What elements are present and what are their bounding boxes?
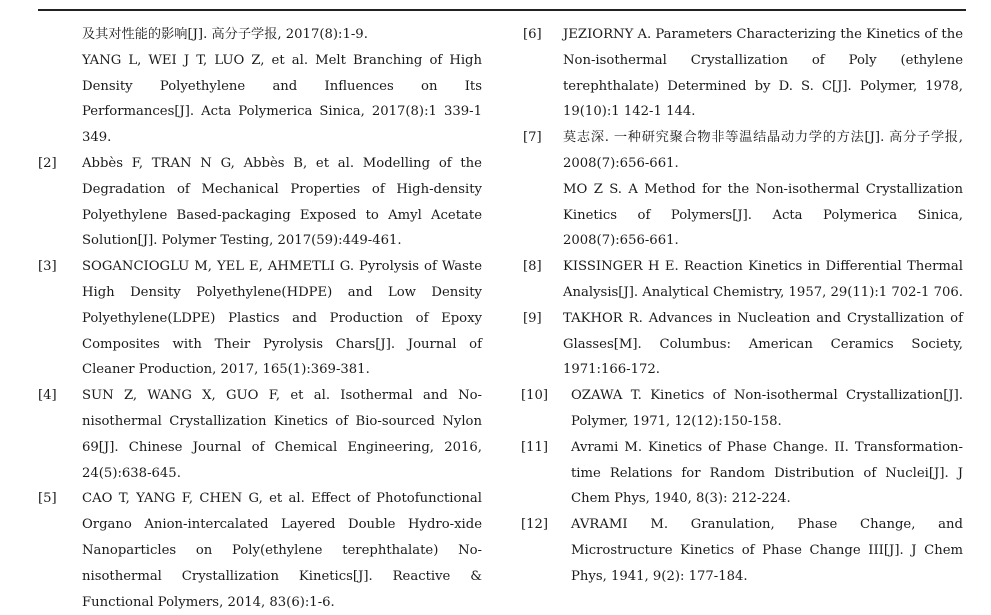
reference-2	[38, 151, 482, 254]
reference-number: [8]	[523, 259, 542, 275]
reference-text: TAKHOR R. Advances in Nucleation and Crystallization of Glasses[M]. Columbus: American Ceramics Society, 1971:166-172.	[563, 310, 963, 378]
reference-8	[523, 254, 963, 306]
top-rule	[38, 9, 966, 11]
reference-9	[523, 306, 963, 383]
reference-number: [5]	[38, 491, 57, 507]
reference-number: [9]	[523, 310, 542, 326]
reference-3	[38, 254, 482, 383]
reference-1-continuation-cn: 及其对性能的影响[J]. 高分子学报, 2017(8):1-9.	[82, 27, 368, 42]
reference-text: KISSINGER H E. Reaction Kinetics in Differential Thermal Analysis[J]. Analytical Chemistry, 1957, 29(11):1 702-1 706.	[563, 259, 963, 300]
reference-number: [4]	[38, 388, 57, 404]
reference-text: SOGANCIOGLU M, YEL E, AHMETLI G. Pyrolysis of Waste High Density Polyethylene(HDPE) and Low Density Polyethylene(LDPE) Plastics and Production of Epoxy Composites with Their Pyrolysis Chars[J]. Journal of Cleaner Production, 2017, 165(1):369-381.	[82, 259, 482, 378]
reference-text: AVRAMI M. Granulation, Phase Change, and Microstructure Kinetics of Phase Change III[J]. J Chem Phys, 1941, 9(2): 177-184.	[571, 517, 963, 584]
reference-text-en: MO Z S. A Method for the Non-isothermal Crystallization Kinetics of Polymers[J]. Acta Polymerica Sinica, 2008(7):656-661.	[563, 181, 963, 249]
reference-6	[523, 22, 963, 125]
reference-7	[523, 125, 963, 254]
reference-4	[38, 383, 482, 486]
reference-number: [2]	[38, 155, 57, 171]
reference-10	[521, 383, 963, 435]
reference-text: Avrami M. Kinetics of Phase Change. II. Transformation-time Relations for Random Distribution of Nuclei[J]. J Chem Phys, 1940, 8(3): 212-224.	[571, 439, 963, 507]
reference-1-continuation-en: YANG L, WEI J T, LUO Z, et al. Melt Branching of High Density Polyethylene and Influences on Its Performances[J]. Acta Polymerica Sinica, 2017(8):1 339-1 349.	[82, 52, 482, 146]
reference-text-cn: 莫志深. 一种研究聚合物非等温结晶动力学的方法[J]. 高分子学报, 2008(7):656-661.	[563, 130, 963, 171]
reference-text: CAO T, YANG F, CHEN G, et al. Effect of Photofunctional Organo Anion-intercalated Layered Double Hydro-xide Nanoparticles on Poly(ethylene terephthalate) No-nisothermal Crystallization Kinetics[J]. Reactive & Functional Polymers, 2014, 83(6):1-6.	[82, 491, 482, 610]
reference-11	[521, 435, 963, 512]
reference-number: [10]	[521, 388, 549, 404]
reference-text: OZAWA T. Kinetics of Non-isothermal Crystallization[J]. Polymer, 1971, 12(12):150-158.	[571, 388, 963, 429]
reference-column-right	[521, 22, 963, 590]
reference-5	[38, 486, 482, 615]
reference-number: [11]	[521, 439, 549, 455]
reference-text: SUN Z, WANG X, GUO F, et al. Isothermal and No-nisothermal Crystallization Kinetics of Bio-sourced Nylon 69[J]. Chinese Journal of Chemical Engineering, 2016, 24(5):638-645.	[82, 388, 482, 481]
reference-number: [12]	[521, 517, 549, 533]
reference-text: Abbès F, TRAN N G, Abbès B, et al. Modelling of the Degradation of Mechanical Properties of High-density Polyethylene Based-packaging Exposed to Amyl Acetate Solution[J]. Polymer Testing, 2017(59):449-461.	[82, 155, 482, 249]
reference-column-left	[38, 22, 482, 615]
reference-number: [6]	[523, 27, 542, 42]
reference-number: [7]	[523, 130, 542, 146]
reference-text: JEZIORNY A. Parameters Characterizing the Kinetics of the Non-isothermal Crystallization of Poly (ethylene terephthalate) Determined by D. S. C[J]. Polymer, 1978, 19(10):1 142-1 144.	[563, 27, 963, 120]
reference-12	[521, 512, 963, 589]
reference-number: [3]	[38, 259, 57, 275]
